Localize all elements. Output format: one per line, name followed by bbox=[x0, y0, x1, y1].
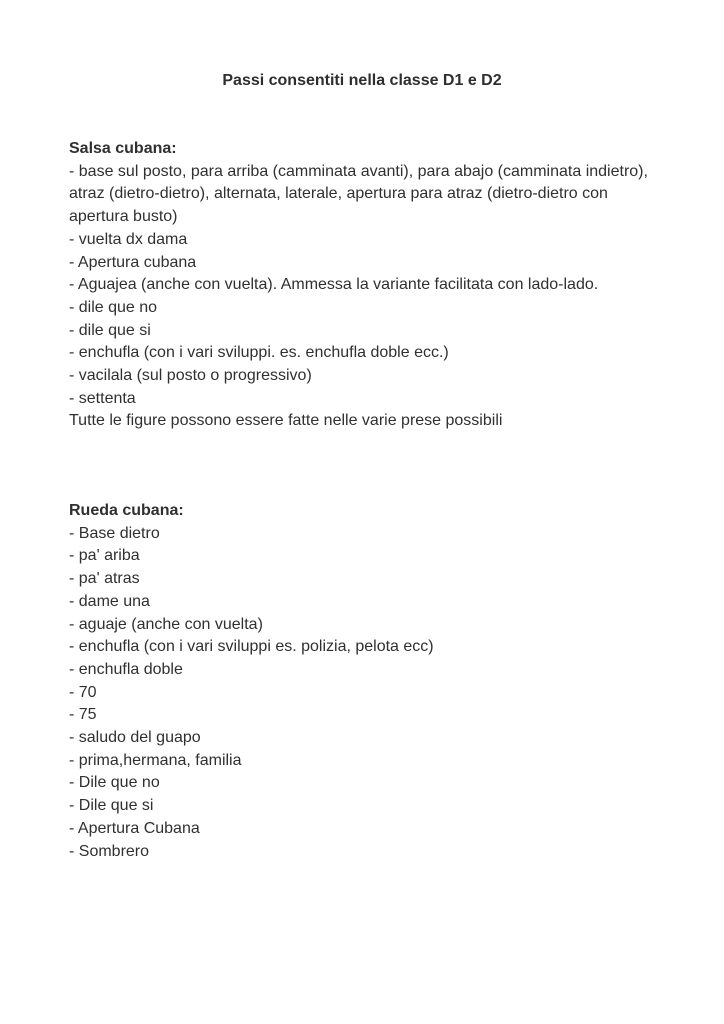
salsa-line: - dile que no bbox=[69, 298, 158, 316]
salsa-line: - base sul posto, para arriba (camminata avanti), para abajo (camminata indietro), atraz (dietro-dietro), alternata, laterale, apertura para atraz (dietro-dietro con apertura busto) bbox=[69, 162, 648, 226]
salsa-section bbox=[69, 138, 649, 433]
rueda-line: - Apertura Cubana bbox=[69, 819, 200, 837]
rueda-line: - dame una bbox=[69, 592, 150, 610]
rueda-line: - enchufla doble bbox=[69, 660, 183, 678]
rueda-line: - Dile que si bbox=[69, 797, 154, 815]
salsa-line: - vacilala (sul posto o progressivo) bbox=[69, 367, 312, 385]
rueda-line: - pa' atras bbox=[69, 570, 140, 588]
document-title: Passi consentiti nella classe D1 e D2 bbox=[222, 72, 502, 89]
salsa-line: - Apertura cubana bbox=[69, 253, 197, 271]
salsa-line: - dile que si bbox=[69, 321, 151, 339]
rueda-line: - Sombrero bbox=[69, 842, 150, 860]
salsa-line: - enchufla (con i vari sviluppi. es. enchufla doble ecc.) bbox=[69, 344, 449, 362]
rueda-line: - Base dietro bbox=[69, 524, 160, 542]
rueda-line: - Dile que no bbox=[69, 774, 160, 792]
salsa-line: - settenta bbox=[69, 389, 136, 407]
rueda-line: - pa' ariba bbox=[69, 547, 140, 565]
salsa-line: - Aguajea (anche con vuelta). Ammessa la variante facilitata con lado-lado. bbox=[69, 276, 599, 294]
rueda-line: - 75 bbox=[69, 706, 97, 724]
rueda-line: - enchufla (con i vari sviluppi es. polizia, pelota ecc) bbox=[69, 638, 434, 656]
rueda-line: - saludo del guapo bbox=[69, 729, 201, 747]
rueda-heading: Rueda cubana: bbox=[69, 502, 184, 519]
salsa-note: Tutte le figure possono essere fatte nelle varie prese possibili bbox=[69, 412, 503, 430]
rueda-line: - prima,hermana, familia bbox=[69, 751, 242, 769]
rueda-line: - 70 bbox=[69, 683, 97, 701]
rueda-line: - aguaje (anche con vuelta) bbox=[69, 615, 263, 633]
rueda-section bbox=[69, 500, 649, 863]
salsa-line: - vuelta dx dama bbox=[69, 230, 188, 248]
salsa-heading: Salsa cubana: bbox=[69, 140, 177, 157]
